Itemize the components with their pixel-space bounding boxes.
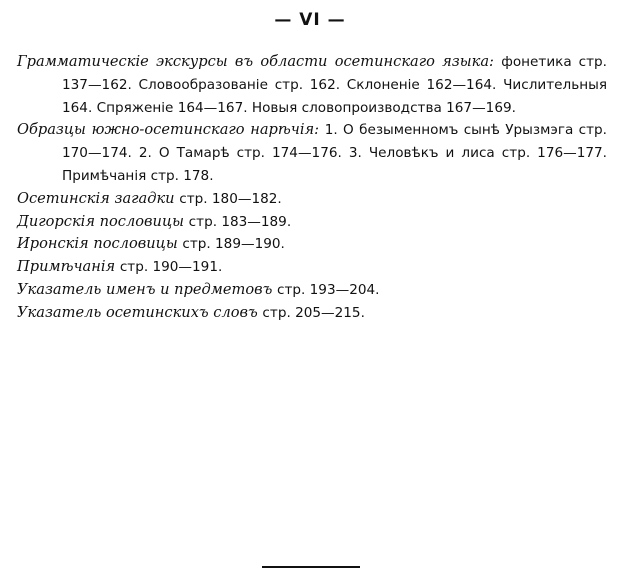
entry-text: фонетика стр. 137—162. Словообразованiе стр. 162. Склоненiе 162—164. Числительныя 164. Спряженiе 164—167. Новыя словопроизводства 167—169. bbox=[62, 54, 607, 116]
toc-entry-riddles bbox=[17, 188, 607, 211]
toc-entry-south-ossetian-samples bbox=[17, 119, 607, 187]
entry-text: стр. 189—190. bbox=[182, 236, 285, 253]
entry-text: стр. 183—189. bbox=[188, 213, 292, 230]
bottom-rule bbox=[262, 566, 360, 568]
entry-heading: Образцы южно-осетинскаго нарѣчiя: bbox=[17, 121, 320, 139]
page-number: — VI — bbox=[274, 10, 346, 30]
entry-heading: Осетинскiя загадки bbox=[17, 189, 175, 207]
entry-text: стр. 205—215. bbox=[262, 304, 365, 321]
entry-text: 1. О безыменномъ сынѣ Урызмэга стр. 170—174. 2. О Тамарѣ стр. 174—176. 3. Человѣкъ и лиса стр. 176—177. Примѣчанiя стр. 178. bbox=[62, 122, 607, 184]
entry-text: стр. 193—204. bbox=[276, 281, 380, 298]
entry-text: стр. 190—191. bbox=[119, 259, 223, 276]
entry-heading: Грамматическiе экскурсы въ области осетинскаго языка: bbox=[17, 53, 494, 70]
toc-entry-index-names bbox=[17, 279, 607, 302]
toc-entry-index-words bbox=[17, 302, 607, 325]
entry-heading: Указатель осетинскихъ словъ bbox=[17, 303, 258, 321]
table-of-contents bbox=[17, 51, 607, 325]
entry-heading: Указатель именъ и предметовъ bbox=[17, 280, 273, 298]
toc-entry-notes bbox=[17, 256, 607, 279]
toc-entry-digor-proverbs bbox=[17, 211, 607, 234]
entry-heading: Примѣчанiя bbox=[17, 258, 116, 276]
toc-entry-grammar bbox=[17, 51, 607, 119]
toc-entry-iron-proverbs bbox=[17, 233, 607, 256]
entry-text: стр. 180—182. bbox=[179, 190, 282, 207]
entry-heading: Дигорскiя пословицы bbox=[17, 212, 185, 230]
entry-heading: Иронскiя пословицы bbox=[17, 235, 178, 253]
